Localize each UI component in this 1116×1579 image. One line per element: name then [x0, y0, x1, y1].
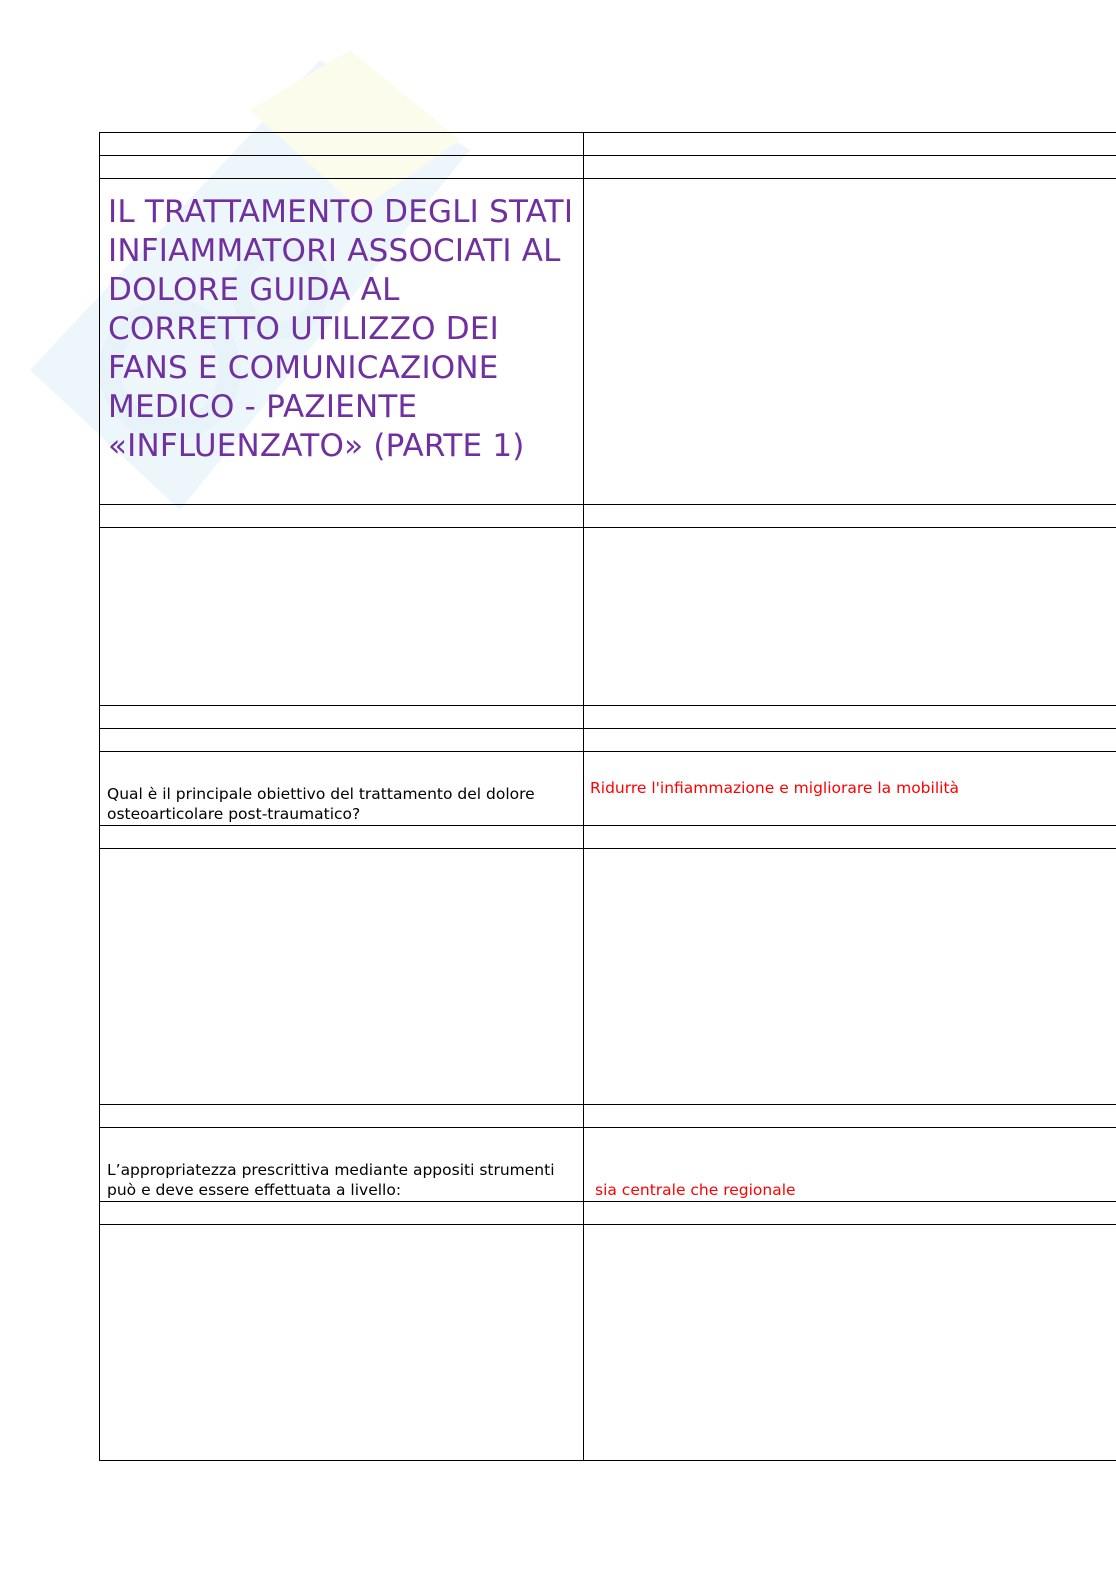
empty-cell	[99, 505, 584, 527]
empty-row	[99, 848, 1116, 1104]
empty-row	[99, 1104, 1116, 1127]
empty-cell	[584, 849, 1116, 1104]
empty-cell	[584, 505, 1116, 527]
empty-row	[99, 825, 1116, 848]
empty-cell	[99, 156, 584, 178]
empty-cell	[584, 1105, 1116, 1127]
empty-row	[99, 1224, 1116, 1461]
empty-cell	[99, 528, 584, 705]
empty-cell	[584, 1202, 1116, 1224]
document-title: IL TRATTAMENTO DEGLI STATI INFIAMMATORI ASSOCIATI AL DOLORE GUIDA AL CORRETTO UTILIZZO DEI FANS E COMUNICAZIONE MEDICO - PAZIENTE «INFLUENZATO» (PARTE 1)	[108, 194, 574, 464]
empty-cell	[99, 729, 584, 751]
answer-cell	[584, 752, 1116, 825]
title-cell	[99, 179, 584, 504]
question-cell	[99, 1128, 584, 1201]
empty-cell	[99, 706, 584, 728]
qa-row	[99, 1127, 1116, 1201]
empty-cell	[584, 1225, 1116, 1460]
question-cell	[99, 752, 584, 825]
question-sheet	[99, 132, 1116, 1461]
empty-cell	[584, 729, 1116, 751]
empty-row	[99, 155, 1116, 178]
empty-row	[99, 132, 1116, 155]
empty-cell	[99, 1105, 584, 1127]
empty-row	[99, 527, 1116, 705]
empty-cell	[584, 133, 1116, 155]
empty-cell	[584, 179, 1116, 504]
empty-row	[99, 705, 1116, 728]
empty-cell	[99, 826, 584, 848]
empty-row	[99, 1201, 1116, 1224]
qa-row	[99, 751, 1116, 825]
empty-cell	[584, 706, 1116, 728]
empty-cell	[584, 826, 1116, 848]
answer-text: sia centrale che regionale	[595, 1181, 796, 1199]
question-text: L’appropriatezza prescrittiva mediante appositi strumenti può e deve essere effettuata a livello:	[107, 1161, 555, 1199]
question-text: Qual è il principale obiettivo del trattamento del dolore osteoarticolare post-traumatico?	[107, 785, 535, 823]
empty-cell	[99, 133, 584, 155]
empty-cell	[584, 156, 1116, 178]
empty-cell	[99, 849, 584, 1104]
empty-row	[99, 504, 1116, 527]
empty-cell	[99, 1225, 584, 1460]
empty-cell	[99, 1202, 584, 1224]
empty-cell	[584, 528, 1116, 705]
title-row	[99, 178, 1116, 504]
answer-cell	[584, 1128, 1116, 1201]
answer-text: Ridurre l'infiammazione e migliorare la mobilità	[590, 779, 960, 797]
empty-row	[99, 728, 1116, 751]
